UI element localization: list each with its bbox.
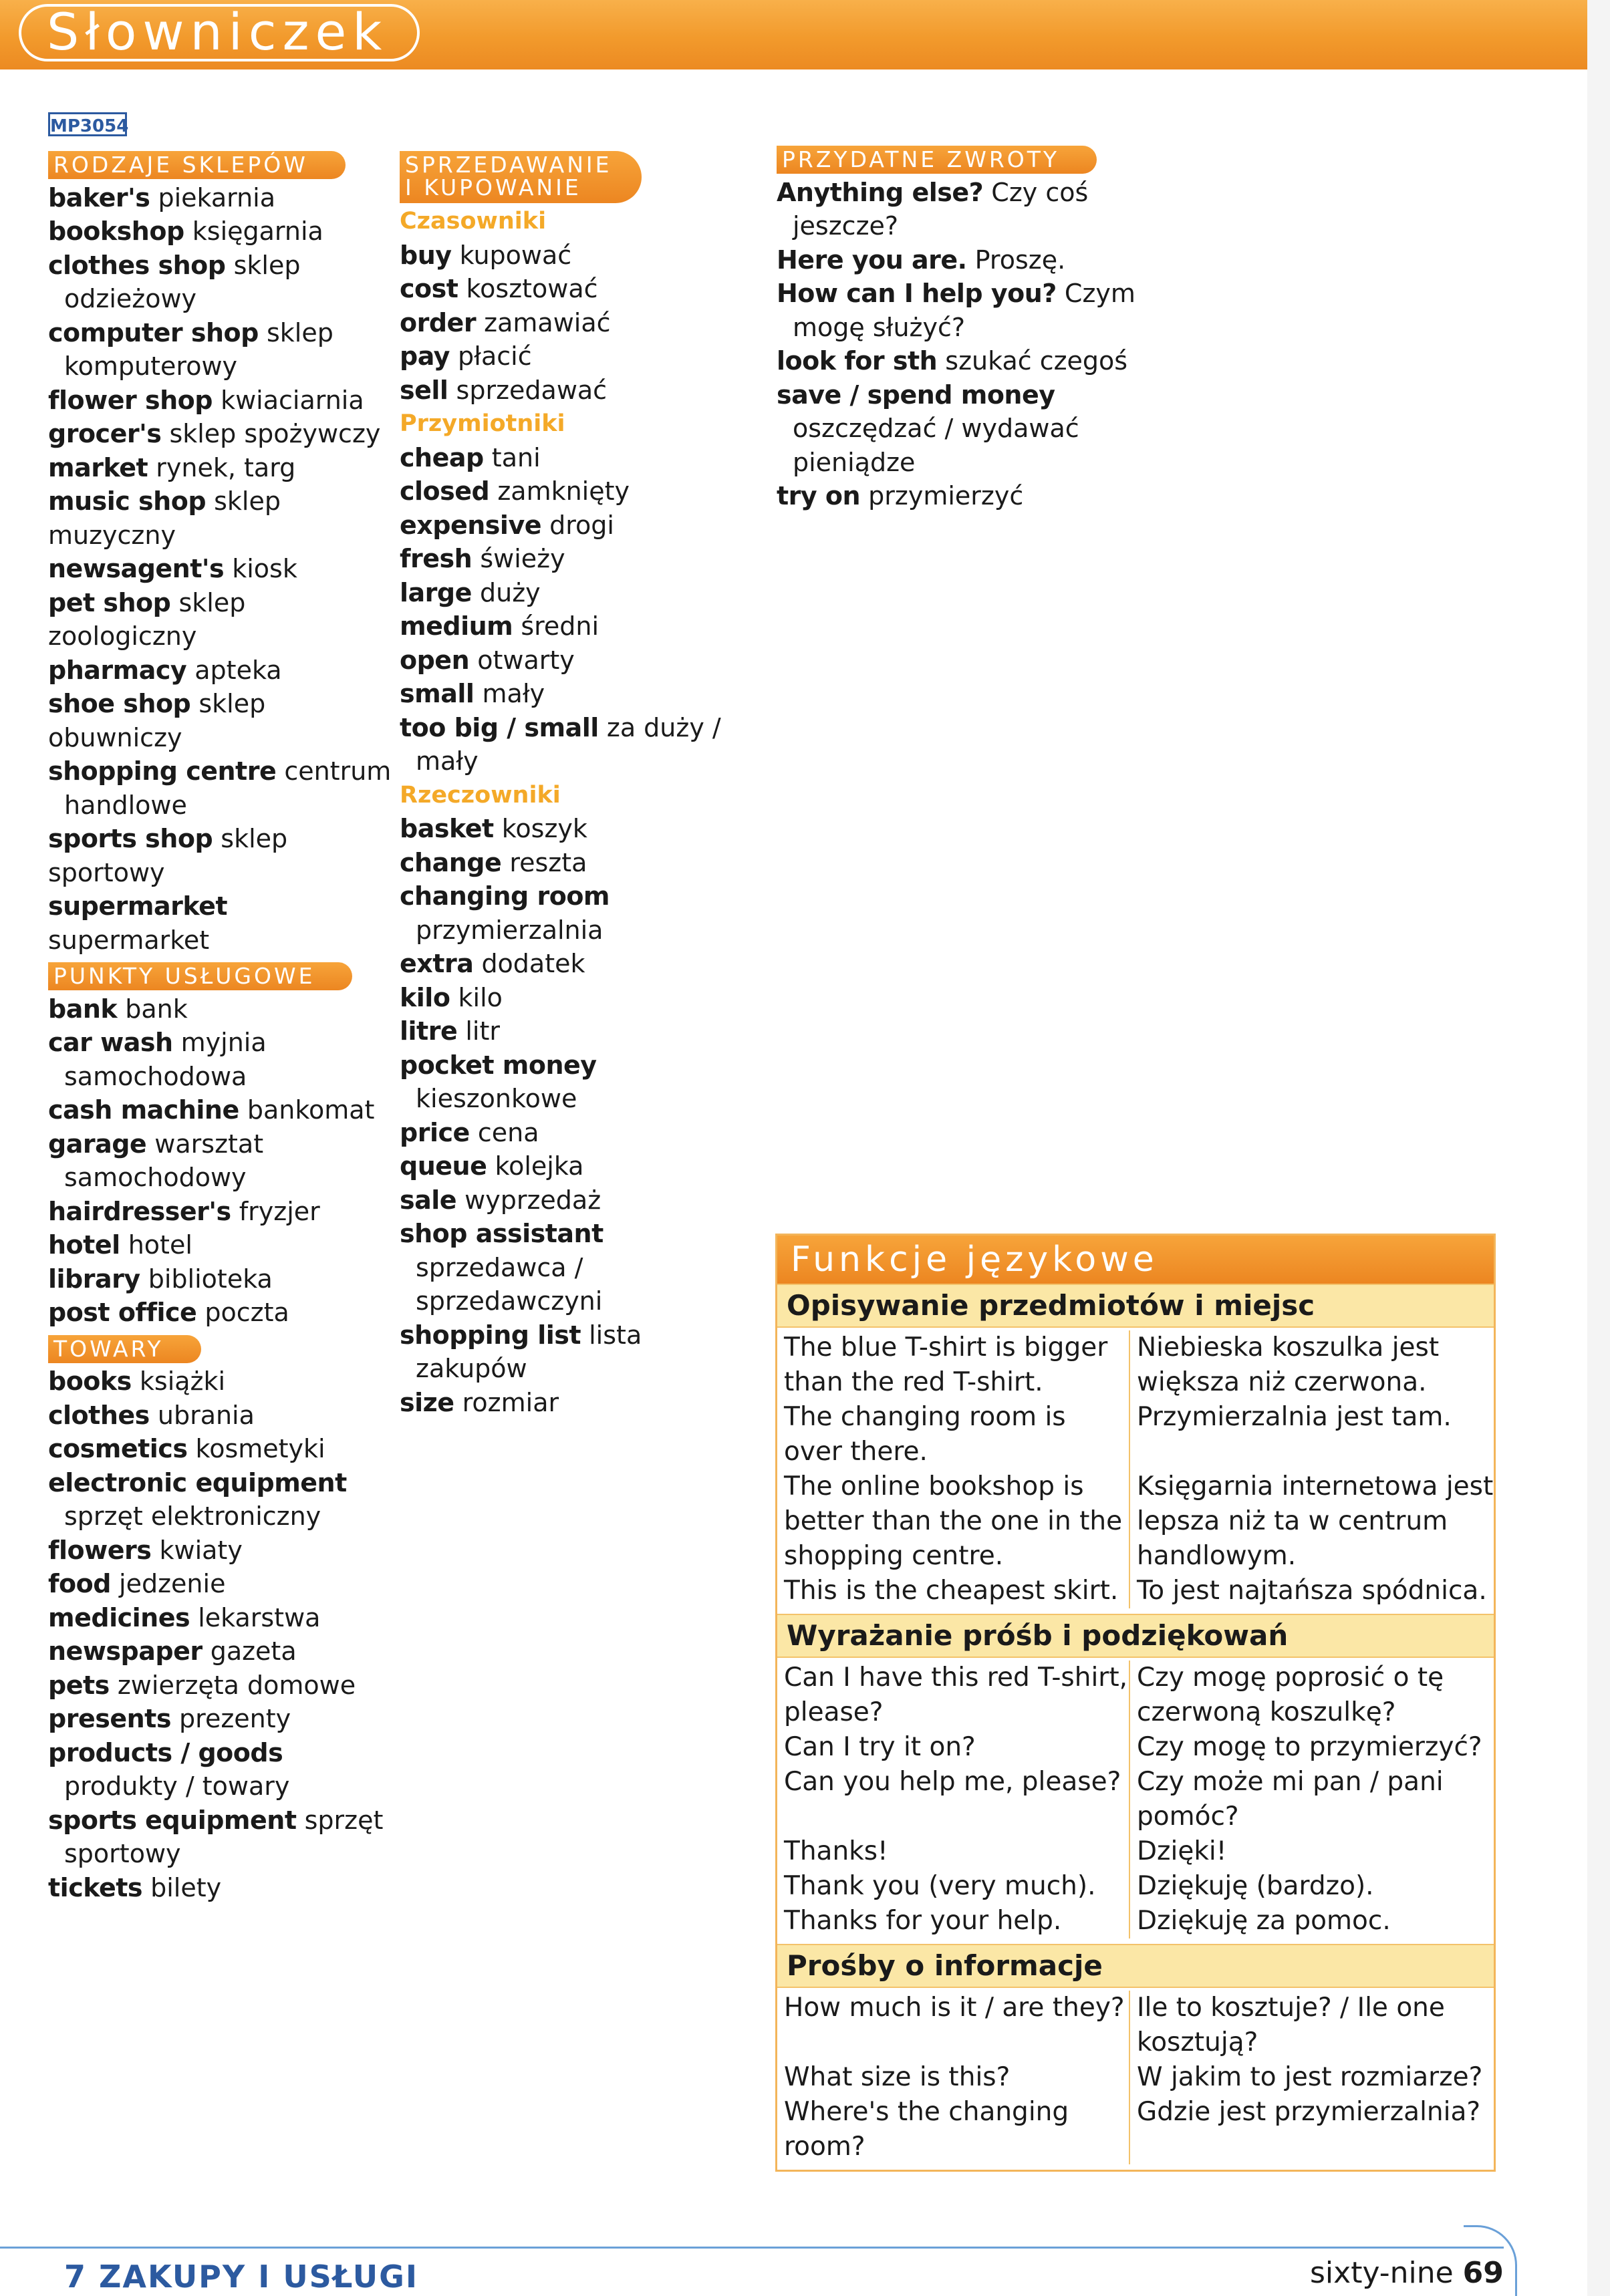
polish-phrase: To jest najtańsza spódnica. [1137, 1576, 1487, 1606]
polish-translation-continued: mogę służyć? [793, 312, 966, 342]
english-term: cheap [400, 442, 484, 472]
functions-body [777, 1284, 1494, 2170]
vocab-entry [400, 1183, 747, 1217]
polish-translation: rynek, targ [156, 452, 296, 482]
vocab-entry [400, 542, 747, 576]
polish-translation: centrum [284, 756, 392, 786]
polish-translation-continued: samochodowa [64, 1061, 247, 1091]
vocab-entry [400, 643, 747, 678]
function-rows [777, 1658, 1494, 1944]
vocab-entry [777, 176, 1151, 210]
english-term: small [400, 679, 475, 708]
vocab-entry [48, 384, 396, 418]
vocab-entry [48, 1432, 396, 1466]
vocab-entry [400, 374, 747, 408]
polish-translation: lekarstwa [198, 1602, 321, 1632]
english-term: size [400, 1387, 454, 1417]
vocab-entry [48, 1871, 396, 1905]
english-term: pet shop [48, 587, 171, 617]
function-row [777, 2095, 1494, 2164]
polish-translation: sprzęt [304, 1805, 384, 1835]
polish-phrase: Niebieska koszulka jest większa niż czerwona. [1137, 1332, 1440, 1397]
polish-translation: świeży [480, 544, 565, 573]
vocab-entry [777, 344, 1151, 378]
vocab-entry [400, 576, 747, 610]
polish-translation: kosmetyki [195, 1434, 325, 1463]
vocab-entry [48, 1093, 396, 1127]
english-term: music shop [48, 486, 207, 516]
polish-translation-continued: produkty / towary [64, 1771, 290, 1801]
polish-translation-continued: sprzęt elektroniczny [64, 1501, 321, 1531]
function-row [777, 1330, 1494, 1400]
section-heading-text: SPRZEDAWANIE [405, 152, 612, 178]
english-term: cost [400, 274, 458, 303]
vocab-entry [400, 1149, 747, 1183]
function-row [777, 1904, 1494, 1939]
subheading: Przymiotniki [400, 410, 565, 437]
vocab-entry [48, 1365, 396, 1399]
page-number-words: sixty-nine [1310, 2256, 1454, 2290]
polish-translation-continued: sportowy [64, 1839, 181, 1868]
polish-translation: koszyk [501, 814, 587, 843]
vocab-entry [400, 1116, 747, 1150]
vocab-column-3 [777, 140, 1151, 513]
vocab-entry [48, 1296, 396, 1330]
polish-translation: kupować [459, 240, 572, 270]
footer-divider [0, 2247, 1504, 2249]
polish-translation: kwiaciarnia [221, 385, 364, 415]
polish-phrase: Czy mogę poprosić o tę czerwoną koszulkę? [1137, 1663, 1444, 1727]
polish-translation: kwiaty [159, 1535, 243, 1565]
vocab-entry [400, 441, 747, 475]
english-term: price [400, 1117, 470, 1147]
vocab-entry [400, 711, 747, 745]
polish-translation-continued: mały [416, 746, 479, 776]
polish-translation: poczta [205, 1298, 289, 1327]
polish-translation: dodatek [481, 949, 585, 978]
english-term: buy [400, 240, 452, 270]
function-row [777, 1574, 1494, 1608]
polish-translation: sklep spożywczy [169, 419, 381, 448]
vocab-entry [400, 981, 747, 1015]
vocab-entry [400, 609, 747, 643]
vocab-entry [48, 1466, 396, 1500]
english-term: newsagent's [48, 554, 225, 583]
vocab-entry [48, 316, 396, 350]
polish-phrase: Gdzie jest przymierzalnia? [1137, 2097, 1481, 2127]
vocab-column-2 [400, 146, 747, 1419]
polish-phrase: W jakim to jest rozmiarze? [1137, 2062, 1483, 2092]
english-term: kilo [400, 982, 450, 1012]
english-term: clothes [48, 1400, 150, 1430]
polish-translation-continued: pieniądze [793, 447, 916, 477]
vocab-entry [48, 181, 396, 215]
english-term: sale [400, 1185, 457, 1215]
english-term: too big / small [400, 712, 599, 742]
english-term: try on [777, 481, 861, 511]
section-heading-text: PUNKTY USŁUGOWE [53, 963, 315, 989]
vocab-entry [400, 879, 747, 913]
polish-translation: bankomat [247, 1095, 375, 1125]
english-phrase: Can you help me, please? [777, 1765, 1130, 1834]
polish-phrase: Dziękuję za pomoc. [1137, 1906, 1391, 1936]
english-term: fresh [400, 544, 473, 573]
section-heading [777, 146, 1097, 174]
polish-translation-continued: handlowe [64, 790, 187, 820]
polish-translation: kiosk [232, 554, 297, 583]
page-number: 69 [1462, 2256, 1504, 2290]
english-term: change [400, 847, 502, 877]
english-term: bookshop [48, 217, 184, 246]
polish-translation: duży [479, 577, 541, 607]
english-term: bank [48, 994, 118, 1024]
section-heading-text: TOWARY [53, 1335, 164, 1362]
vocab-entry [400, 1014, 747, 1048]
page-edge [1587, 0, 1610, 2296]
english-term: cosmetics [48, 1434, 188, 1463]
audio-track-badge: MP3054 [48, 112, 127, 136]
vocab-entry [400, 1386, 747, 1420]
english-term: library [48, 1264, 140, 1294]
polish-translation: sklep [233, 250, 301, 280]
english-term: shop assistant [400, 1219, 603, 1248]
vocab-entry [48, 586, 396, 654]
vocab-entry [48, 552, 396, 586]
english-term: flowers [48, 1535, 152, 1565]
english-term: products / goods [48, 1737, 283, 1767]
english-term: medium [400, 611, 513, 641]
polish-translation: sprzedawać [456, 375, 608, 405]
vocab-entry [48, 484, 396, 552]
section-heading [400, 151, 642, 203]
english-term: garage [48, 1129, 147, 1159]
english-phrase: The online bookshop is better than the one in the shopping centre. [777, 1469, 1130, 1574]
polish-translation-continued: sprzedawczyni [416, 1286, 603, 1316]
polish-translation: lista [589, 1320, 642, 1350]
function-row [777, 2060, 1494, 2095]
vocab-entry [48, 1567, 396, 1601]
polish-translation-continued: przymierzalnia [416, 915, 603, 945]
polish-translation: piekarnia [158, 182, 276, 212]
polish-translation: gazeta [210, 1636, 297, 1666]
english-term: look for sth [777, 346, 938, 376]
english-term: medicines [48, 1602, 190, 1632]
section-heading-text-line2: I KUPOWANIE [405, 174, 581, 200]
unit-label: 7 ZAKUPY I USŁUGI [64, 2259, 418, 2295]
polish-translation: biblioteka [148, 1264, 273, 1294]
polish-translation: cena [477, 1117, 539, 1147]
vocab-entry [48, 1228, 396, 1262]
vocab-entry [400, 947, 747, 981]
polish-translation: drogi [549, 510, 614, 540]
vocab-entry [48, 889, 396, 957]
section-heading [48, 962, 352, 990]
english-term: sell [400, 375, 448, 405]
english-term: supermarket [48, 891, 228, 921]
function-row [777, 1834, 1494, 1869]
english-term: expensive [400, 510, 541, 540]
english-term: basket [400, 814, 494, 843]
english-term: hairdresser's [48, 1196, 231, 1226]
english-term: grocer's [48, 419, 162, 448]
polish-translation-continued: komputerowy [64, 351, 238, 381]
vocab-entry [48, 1195, 396, 1229]
vocab-entry [48, 754, 396, 788]
polish-phrase: Czy może mi pan / pani pomóc? [1137, 1767, 1444, 1832]
function-rows [777, 1328, 1494, 1614]
english-term: sports shop [48, 824, 213, 853]
english-term: changing room [400, 881, 610, 911]
vocab-entry [777, 243, 1151, 277]
english-term: flower shop [48, 385, 213, 415]
polish-translation: za duży / [606, 712, 721, 742]
section-heading [48, 151, 346, 179]
vocab-entry [48, 1804, 396, 1838]
polish-translation: średni [521, 611, 599, 641]
section-heading-text: PRZYDATNE ZWROTY [782, 146, 1060, 172]
english-term: save / spend money [777, 380, 1055, 410]
polish-translation: książki [139, 1367, 226, 1396]
english-term: pharmacy [48, 655, 187, 685]
vocab-entry [400, 272, 747, 306]
vocab-entry [777, 277, 1151, 311]
vocab-entry [400, 239, 747, 273]
polish-translation: sklep obuwniczy [48, 689, 266, 752]
english-term: post office [48, 1298, 197, 1327]
english-phrase: Can I have this red T-shirt, please? [777, 1661, 1130, 1730]
function-row [777, 1469, 1494, 1574]
english-term: closed [400, 476, 490, 506]
vocab-entry [400, 812, 747, 846]
polish-translation: bilety [150, 1872, 222, 1902]
polish-translation: hotel [128, 1230, 192, 1260]
english-term: open [400, 645, 470, 675]
english-phrase: Thanks for your help. [777, 1904, 1130, 1939]
english-term: large [400, 577, 472, 607]
english-term: market [48, 452, 148, 482]
english-term: electronic equipment [48, 1467, 347, 1497]
english-term: extra [400, 949, 474, 978]
english-term: clothes shop [48, 250, 226, 280]
english-term: shoe shop [48, 689, 191, 718]
polish-translation-continued: kieszonkowe [416, 1084, 577, 1113]
vocab-entry [48, 1262, 396, 1296]
english-term: baker's [48, 182, 150, 212]
english-phrase: How much is it / are they? [777, 1991, 1130, 2060]
language-functions-box [775, 1234, 1496, 2172]
polish-translation: wyprzedaż [464, 1185, 601, 1215]
polish-phrase: Czy mogę to przymierzyć? [1137, 1732, 1482, 1762]
vocab-column-1 [48, 146, 396, 1904]
vocab-entry [48, 1669, 396, 1703]
page-title: Słowniczek [47, 2, 388, 61]
polish-translation: jedzenie [119, 1569, 226, 1598]
polish-translation: kilo [458, 982, 503, 1012]
english-phrase: Thank you (very much). [777, 1869, 1130, 1904]
vocab-entry [777, 378, 1151, 412]
vocab-entry [48, 654, 396, 688]
polish-translation: przymierzyć [868, 481, 1024, 511]
english-term: cash machine [48, 1095, 239, 1125]
function-row [777, 1661, 1494, 1730]
vocab-entry [400, 1048, 747, 1083]
polish-translation: litr [465, 1016, 500, 1046]
subheading: Czasowniki [400, 208, 547, 235]
vocab-entry [400, 1217, 747, 1251]
functions-title: Funkcje językowe [777, 1236, 1494, 1284]
english-term: food [48, 1569, 111, 1598]
polish-translation: mały [482, 679, 545, 708]
polish-translation: sklep zoologiczny [48, 587, 246, 651]
polish-translation: zamknięty [497, 476, 630, 506]
polish-translation: bank [125, 994, 188, 1024]
english-phrase: What size is this? [777, 2060, 1130, 2095]
vocab-entry [48, 451, 396, 485]
polish-translation: rozmiar [462, 1387, 559, 1417]
english-term: litre [400, 1016, 458, 1046]
polish-translation: sklep sportowy [48, 824, 288, 887]
polish-translation-continued: odzieżowy [64, 284, 197, 313]
polish-phrase: Przymierzalnia jest tam. [1137, 1402, 1452, 1432]
polish-phrase: Ile to kosztuje? / Ile one kosztują? [1137, 1993, 1445, 2057]
polish-translation: sklep muzyczny [48, 486, 281, 550]
vocab-entry [400, 677, 747, 711]
vocab-entry [48, 687, 396, 754]
function-row [777, 1730, 1494, 1765]
polish-translation-continued: oszczędzać / wydawać [793, 414, 1079, 443]
vocab-entry [400, 306, 747, 340]
polish-translation: sklep [266, 317, 333, 347]
vocab-entry [777, 479, 1151, 513]
polish-translation: zamawiać [484, 307, 611, 337]
polish-translation: ubrania [157, 1400, 255, 1430]
english-term: presents [48, 1704, 171, 1733]
function-section-heading: Opisywanie przedmiotów i miejsc [777, 1284, 1494, 1328]
vocab-entry [48, 1601, 396, 1635]
vocab-entry [48, 1702, 396, 1736]
polish-translation-continued: zakupów [416, 1354, 527, 1383]
english-term: Anything else? [777, 177, 984, 207]
polish-translation: myjnia [180, 1028, 267, 1057]
english-phrase: Can I try it on? [777, 1730, 1130, 1765]
vocab-entry [400, 1318, 747, 1352]
section-heading [48, 1335, 201, 1363]
polish-translation: supermarket [48, 925, 210, 955]
vocab-entry [400, 474, 747, 509]
vocab-entry [400, 339, 747, 374]
function-section-heading: Prośby o informacje [777, 1944, 1494, 1988]
english-term: hotel [48, 1230, 120, 1260]
function-row [777, 1400, 1494, 1469]
subheading: Rzeczowniki [400, 781, 561, 809]
vocab-entry [48, 1026, 396, 1060]
polish-translation-continued: samochodowy [64, 1163, 247, 1192]
english-term: car wash [48, 1028, 173, 1057]
english-term: pay [400, 341, 450, 371]
vocab-entry [48, 214, 396, 249]
polish-translation: Czym [1064, 279, 1135, 308]
page-number-label [1310, 2256, 1504, 2290]
english-term: shopping centre [48, 756, 277, 786]
english-term: pocket money [400, 1050, 597, 1080]
english-phrase: Thanks! [777, 1834, 1130, 1869]
function-row [777, 1765, 1494, 1834]
vocab-entry [48, 1534, 396, 1568]
english-term: pets [48, 1670, 110, 1700]
english-term: Here you are. [777, 245, 967, 275]
polish-translation: warsztat [154, 1129, 264, 1159]
polish-translation: reszta [509, 847, 587, 877]
polish-translation-continued: sprzedawca / [416, 1252, 583, 1282]
vocab-entry [48, 1736, 396, 1770]
polish-translation-continued: jeszcze? [793, 211, 899, 241]
english-term: How can I help you? [777, 279, 1057, 308]
polish-translation: Czy coś [991, 177, 1089, 207]
polish-translation: otwarty [477, 645, 575, 675]
polish-translation: kosztować [466, 274, 598, 303]
function-section-heading: Wyrażanie próśb i podziękowań [777, 1614, 1494, 1658]
english-term: sports equipment [48, 1805, 297, 1835]
vocab-entry [48, 822, 396, 889]
function-rows [777, 1988, 1494, 2170]
polish-phrase: Księgarnia internetowa jest lepsza niż ta w centrum handlowym. [1137, 1471, 1494, 1571]
function-row [777, 1869, 1494, 1904]
polish-phrase: Dziękuję (bardzo). [1137, 1871, 1374, 1901]
polish-translation: Proszę. [974, 245, 1066, 275]
polish-translation: szukać czegoś [945, 346, 1128, 376]
polish-translation: apteka [194, 655, 282, 685]
section-heading-text: RODZAJE SKLEPÓW [53, 152, 308, 178]
english-term: order [400, 307, 477, 337]
english-term: tickets [48, 1872, 143, 1902]
vocab-entry [48, 992, 396, 1026]
vocab-entry [48, 417, 396, 451]
english-term: shopping list [400, 1320, 581, 1350]
polish-translation: zwierzęta domowe [117, 1670, 356, 1700]
english-term: queue [400, 1151, 487, 1181]
english-phrase: The changing room is over there. [777, 1400, 1130, 1469]
polish-translation: tani [491, 442, 541, 472]
polish-translation: płacić [458, 341, 532, 371]
english-phrase: Where's the changing room? [777, 2095, 1130, 2164]
polish-translation: księgarnia [192, 217, 323, 246]
english-term: books [48, 1367, 132, 1396]
function-row [777, 1991, 1494, 2060]
vocab-entry [48, 1634, 396, 1669]
english-term: newspaper [48, 1636, 203, 1666]
english-phrase: The blue T-shirt is bigger than the red T-shirt. [777, 1330, 1130, 1400]
vocab-entry [400, 509, 747, 543]
vocab-entry [48, 1127, 396, 1161]
polish-phrase: Dzięki! [1137, 1836, 1227, 1866]
polish-translation: kolejka [495, 1151, 584, 1181]
english-phrase: This is the cheapest skirt. [777, 1574, 1130, 1608]
english-term: computer shop [48, 317, 259, 347]
vocab-entry [48, 249, 396, 283]
vocab-entry [48, 1399, 396, 1433]
polish-translation: prezenty [179, 1704, 291, 1733]
vocab-entry [400, 846, 747, 880]
polish-translation: fryzjer [239, 1196, 320, 1226]
